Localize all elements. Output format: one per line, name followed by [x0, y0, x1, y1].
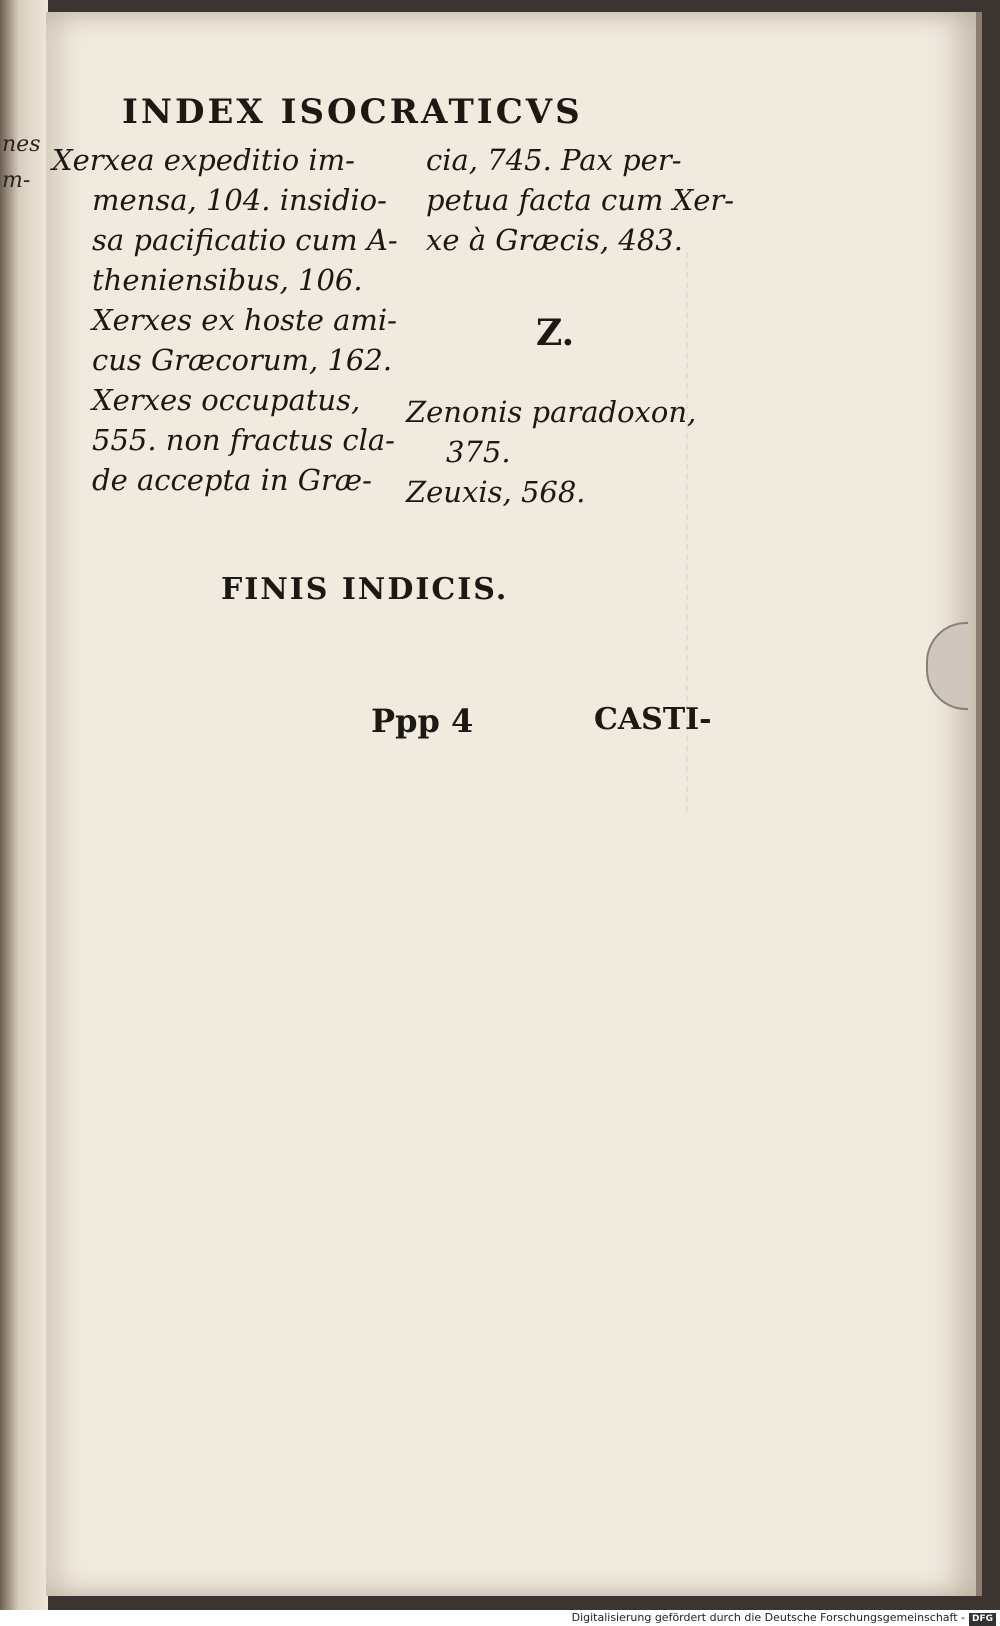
show-through-texture [686, 252, 888, 812]
index-line: mensa, 104. insidio- [92, 183, 387, 217]
index-line: Xerxes occupatus, [92, 383, 361, 417]
index-line: sa pacificatio cum A- [92, 223, 398, 257]
left-column [52, 140, 398, 500]
right-column-bottom [406, 392, 696, 512]
catchword: CASTI- [594, 702, 712, 737]
index-line: petua facta cum Xer- [426, 183, 735, 217]
facing-page-edge [0, 0, 48, 1610]
section-letter: Z. [536, 312, 575, 354]
margin-fragment: m- [2, 168, 31, 193]
index-line: cus Græcorum, 162. [92, 343, 393, 377]
index-line: 375. [446, 435, 511, 469]
index-line: Zeuxis, 568. [406, 475, 586, 509]
finis-indicis: FINIS INDICIS. [221, 572, 509, 607]
index-line: 555. non fractus cla- [92, 423, 395, 457]
index-line: de accepta in Græ- [92, 463, 372, 497]
index-line: Zenonis paradoxon, [406, 395, 697, 429]
page-header: INDEX ISOCRATICVS [122, 92, 583, 132]
index-line: Xerxea expeditio im- [52, 143, 355, 177]
footer-bar [0, 1610, 1000, 1626]
signature-mark: Ppp 4 [371, 702, 474, 740]
bookmark-tab [926, 622, 968, 710]
index-line: cia, 745. Pax per- [426, 143, 682, 177]
dfg-logo-icon: DFG [969, 1613, 996, 1626]
book-page [46, 12, 982, 1596]
footer-credit: Digitalisierung gefördert durch die Deutsche Forschungsgemeinschaft - [571, 1611, 965, 1624]
right-column-top [426, 140, 734, 260]
margin-fragment: nes [2, 132, 41, 157]
index-line: xe à Græcis, 483. [426, 223, 683, 257]
index-line: theniensibus, 106. [92, 263, 363, 297]
index-line: Xerxes ex hoste ami- [92, 303, 397, 337]
